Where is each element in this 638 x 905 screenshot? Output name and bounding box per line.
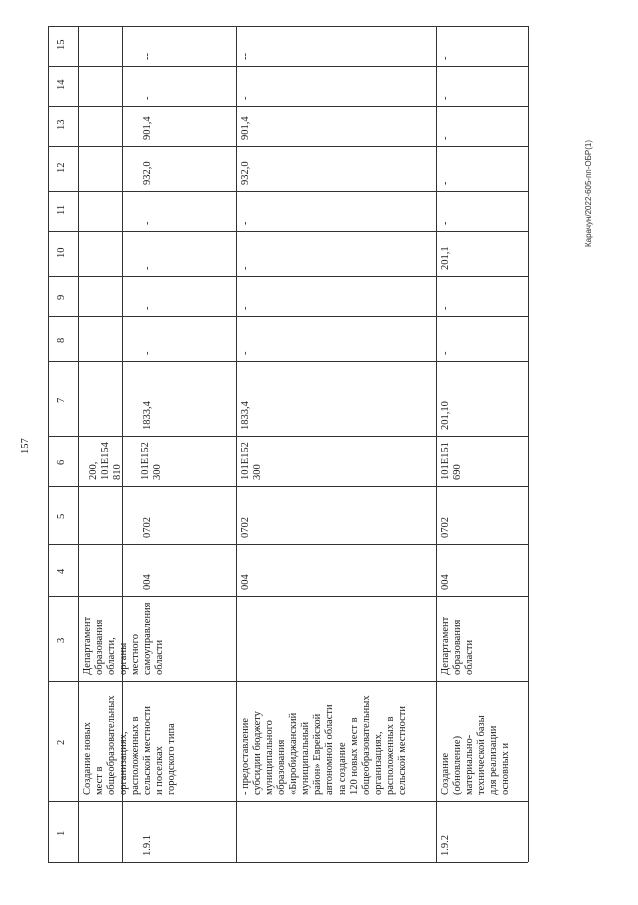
cell-r2-col10: -: [240, 266, 251, 270]
cell-r2-col2: - предоставление субсидии бюджету муниципального образования «Биробиджанский муниципальный район» Еврейской автономной области на создание 120 новых мест в общеобразовательных организациях, расположенных в сельской местности: [240, 695, 408, 795]
cell-r2-col6: 101E152 300: [240, 442, 264, 480]
cell-r1-col5: 0702: [142, 517, 153, 538]
grid-hline: [48, 231, 528, 232]
column-header-10: 10: [56, 247, 67, 258]
cell-r3-col13: -: [440, 136, 451, 140]
cell-r3-num: 1.9.2: [440, 835, 451, 856]
cell-r2-col5: 0702: [240, 517, 251, 538]
cell-r3-col15: -: [440, 56, 451, 60]
column-header-6: 6: [56, 459, 67, 465]
column-header-8: 8: [56, 337, 67, 343]
cell-r1-col10: -: [142, 266, 153, 270]
cell-r1-col11: -: [142, 221, 153, 225]
grid-hline: [48, 596, 528, 597]
cell-r3-col8: -: [440, 351, 451, 355]
grid-hline: [48, 146, 528, 147]
column-header-15: 15: [56, 39, 67, 50]
cell-r1-num: 1.9.1: [142, 835, 153, 856]
grid-hline: [48, 66, 528, 67]
grid-hline: [48, 361, 528, 362]
grid-vline: [48, 26, 49, 862]
column-header-1: 1: [56, 830, 67, 836]
cell-r3-col3: Департамент образования области: [440, 616, 476, 675]
cell-r1-col4: 004: [142, 574, 153, 590]
cell-r3-col4: 004: [440, 574, 451, 590]
cell-r3-col5: 0702: [440, 517, 451, 538]
cell-r1-col15: --: [142, 53, 153, 60]
grid-hline: [48, 436, 528, 437]
cell-r2-col14: -: [240, 96, 251, 100]
page-number-text: 157: [20, 438, 31, 454]
cell-r1-col8: -: [142, 351, 153, 355]
cell-r1-col3: Департамент образования области, органы местного самоуправления области: [82, 602, 166, 675]
cell-r1-col6a: 200, 101E154 810: [88, 442, 124, 480]
cell-r2-col9: -: [240, 306, 251, 310]
grid-hline: [48, 26, 528, 27]
document-id: Карачун/2022-605-пп-ОБР(1): [584, 140, 593, 248]
cell-r3-col14: -: [440, 96, 451, 100]
grid-hline: [48, 191, 528, 192]
budget-table: [48, 26, 528, 862]
cell-r3-col9: -: [440, 306, 451, 310]
cell-r3-col10: 201,1: [440, 246, 451, 270]
grid-hline: [48, 106, 528, 107]
grid-hline: [48, 801, 528, 802]
grid-hline: [48, 276, 528, 277]
cell-r3-col7: 201,10: [440, 401, 451, 430]
cell-r3-col2: Создание (обновление) материально- технической базы для реализации основных и: [440, 715, 512, 795]
cell-r1-col13: 901,4: [142, 116, 153, 140]
cell-r3-col6: 101E151 690: [440, 442, 464, 480]
cell-r3-col11: -: [440, 221, 451, 225]
grid-vline: [436, 26, 437, 862]
cell-r1-col9: -: [142, 306, 153, 310]
cell-r1-col7: 1833,4: [142, 401, 153, 430]
column-header-2: 2: [56, 739, 67, 745]
cell-r1-col12: 932,0: [142, 161, 153, 185]
cell-r3-col12: -: [440, 181, 451, 185]
column-header-11: 11: [56, 204, 67, 215]
column-header-13: 13: [56, 119, 67, 130]
cell-r2-col15: --: [240, 53, 251, 60]
column-header-4: 4: [56, 568, 67, 574]
column-header-5: 5: [56, 513, 67, 519]
column-header-7: 7: [56, 397, 67, 403]
cell-r2-col8: -: [240, 351, 251, 355]
cell-r2-col12: 932,0: [240, 161, 251, 185]
cell-r1-col6b: 101E152 300: [140, 442, 164, 480]
cell-r2-col13: 901,4: [240, 116, 251, 140]
cell-r1-col2: Создание новых мест в общеобразовательных организациях, расположенных в сельской местности и поселках городского типа: [82, 695, 178, 795]
grid-vline: [528, 26, 529, 862]
cell-r2-col7: 1833,4: [240, 401, 251, 430]
grid-vline: [236, 26, 237, 862]
grid-vline: [78, 26, 79, 862]
cell-r2-col4: 004: [240, 574, 251, 590]
column-header-3: 3: [56, 637, 67, 643]
cell-r1-col14: -: [142, 96, 153, 100]
grid-hline: [48, 316, 528, 317]
column-header-12: 12: [56, 162, 67, 173]
grid-hline: [48, 862, 528, 863]
column-header-14: 14: [56, 79, 67, 90]
column-header-9: 9: [56, 294, 67, 300]
cell-r2-col11: -: [240, 221, 251, 225]
grid-hline: [48, 486, 528, 487]
grid-hline: [48, 681, 528, 682]
grid-hline: [48, 544, 528, 545]
